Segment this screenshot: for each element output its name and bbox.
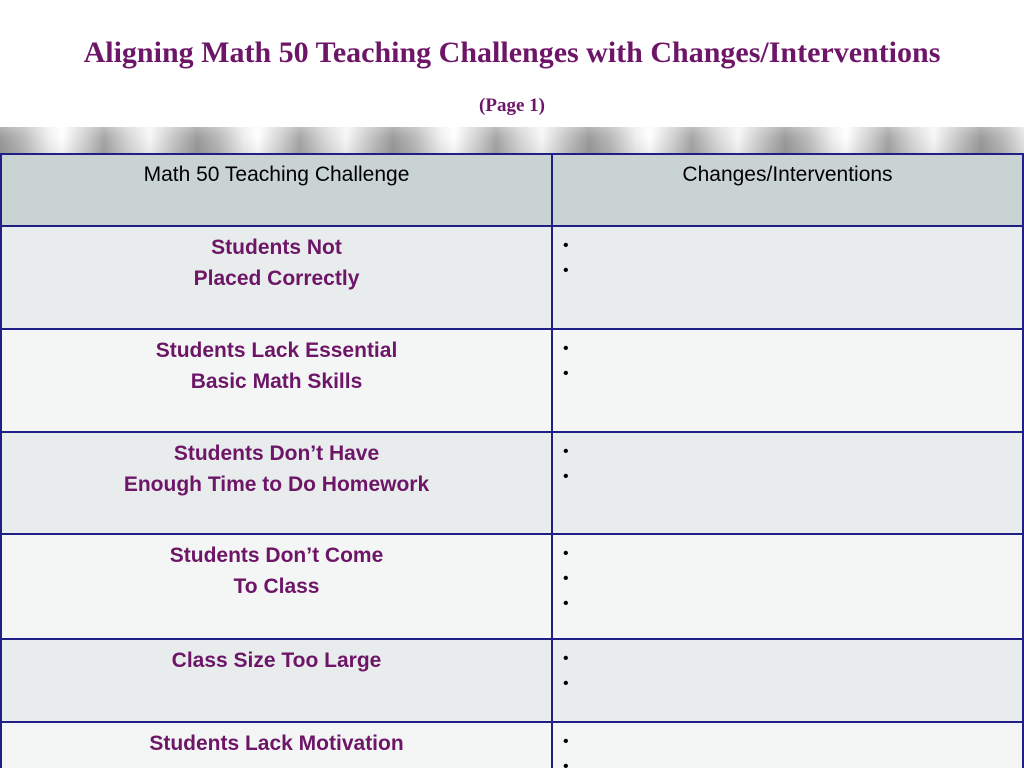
challenge-line: Students Don’t Have bbox=[173, 442, 380, 465]
table-row bbox=[1, 639, 1023, 722]
bullet-item bbox=[563, 538, 1022, 563]
challenge-line: Students Lack Motivation bbox=[149, 732, 404, 755]
challenge-line: Students Not bbox=[211, 236, 342, 259]
interventions-cell bbox=[552, 226, 1023, 329]
slide-title: Aligning Math 50 Teaching Challenges with Changes/Interventions bbox=[83, 36, 941, 69]
interventions-list bbox=[553, 227, 1022, 280]
interventions-list bbox=[553, 535, 1022, 613]
table-row bbox=[1, 432, 1023, 534]
bullet-item bbox=[563, 726, 1022, 751]
challenge-line: To Class bbox=[233, 575, 320, 598]
challenge-cell bbox=[1, 534, 552, 639]
table-row bbox=[1, 329, 1023, 432]
header-interventions-cell bbox=[552, 154, 1023, 226]
bullet-item bbox=[563, 751, 1022, 768]
header-challenge-cell bbox=[1, 154, 552, 226]
interventions-cell bbox=[552, 432, 1023, 534]
bullet-item bbox=[563, 255, 1022, 280]
bullet-item bbox=[563, 588, 1022, 613]
interventions-list bbox=[553, 640, 1022, 693]
table-row bbox=[1, 226, 1023, 329]
challenge-cell bbox=[1, 722, 552, 768]
decorative-band bbox=[0, 127, 1024, 153]
interventions-cell bbox=[552, 329, 1023, 432]
challenge-line: Enough Time to Do Homework bbox=[123, 473, 430, 496]
challenge-line: Students Lack Essential bbox=[155, 339, 398, 362]
interventions-list bbox=[553, 433, 1022, 486]
challenge-line: Students Don’t Come bbox=[169, 544, 384, 567]
header-interventions: Changes/Interventions bbox=[682, 163, 893, 186]
interventions-list bbox=[553, 723, 1022, 768]
challenge-line: Placed Correctly bbox=[193, 267, 360, 290]
challenge-cell bbox=[1, 432, 552, 534]
table-header-row bbox=[1, 154, 1023, 226]
bullet-item bbox=[563, 668, 1022, 693]
bullet-item bbox=[563, 230, 1022, 255]
table-row bbox=[1, 722, 1023, 768]
challenge-line: Class Size Too Large bbox=[171, 649, 382, 672]
challenge-cell bbox=[1, 639, 552, 722]
bullet-item bbox=[563, 358, 1022, 383]
bullet-item bbox=[563, 643, 1022, 668]
page-indicator: (Page 1) bbox=[479, 95, 545, 116]
challenge-cell bbox=[1, 329, 552, 432]
interventions-cell bbox=[552, 534, 1023, 639]
bullet-item bbox=[563, 563, 1022, 588]
bullet-item bbox=[563, 436, 1022, 461]
table-row bbox=[1, 534, 1023, 639]
header-challenge: Math 50 Teaching Challenge bbox=[143, 163, 410, 186]
interventions-cell bbox=[552, 639, 1023, 722]
challenges-table bbox=[0, 153, 1024, 768]
interventions-cell bbox=[552, 722, 1023, 768]
challenge-line: Basic Math Skills bbox=[190, 370, 363, 393]
interventions-list bbox=[553, 330, 1022, 383]
bullet-item bbox=[563, 461, 1022, 486]
challenge-cell bbox=[1, 226, 552, 329]
bullet-item bbox=[563, 333, 1022, 358]
